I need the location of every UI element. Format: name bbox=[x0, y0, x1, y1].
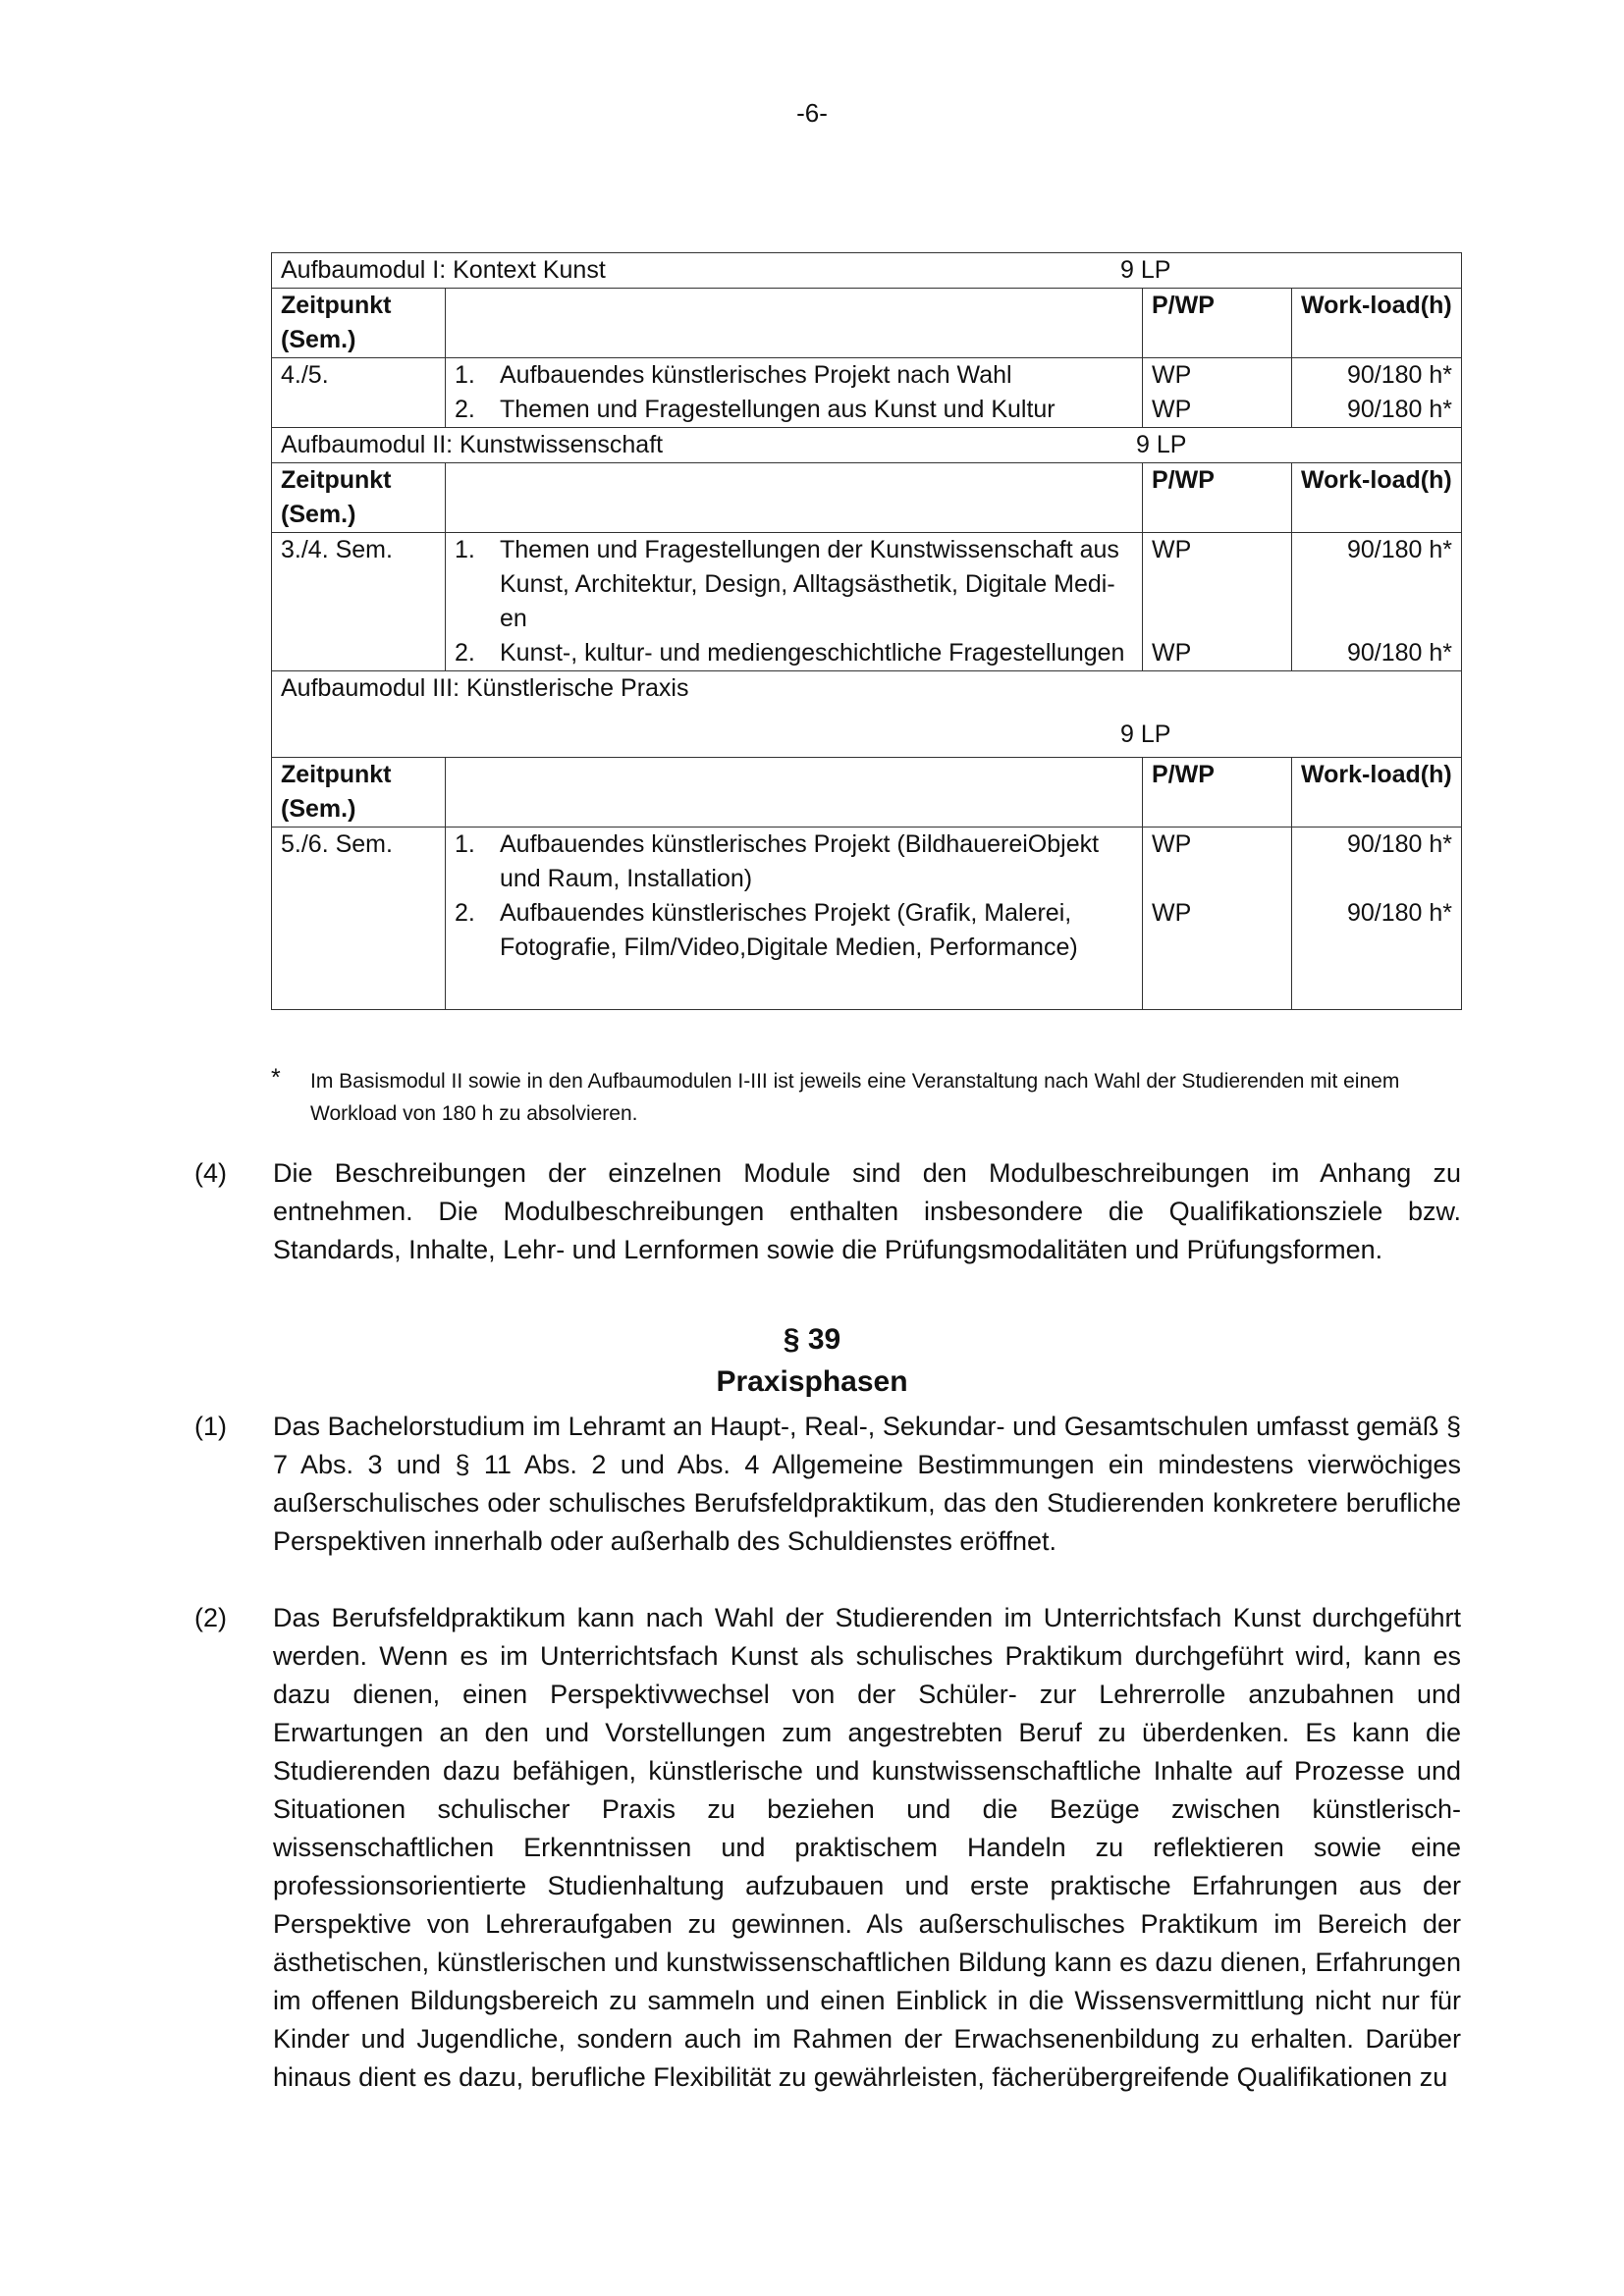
module-table bbox=[271, 252, 1462, 1010]
item-workload: 90/180 h* bbox=[1346, 396, 1453, 423]
footnote bbox=[271, 1065, 1461, 1130]
module-content-row bbox=[272, 358, 1462, 428]
section-title: Praxisphasen bbox=[716, 1365, 908, 1398]
item-workload: 90/180 h* bbox=[1346, 830, 1453, 858]
paragraph-1 bbox=[194, 1408, 1461, 1561]
header-zeitpunkt: Zeitpunkt (Sem.) bbox=[272, 758, 446, 828]
paragraph-number: (1) bbox=[194, 1412, 227, 1441]
header-workload: Work-load(h) bbox=[1292, 463, 1462, 533]
module-title-row bbox=[272, 428, 1462, 463]
module-header-row bbox=[272, 463, 1462, 533]
item-pwp: WP bbox=[1152, 639, 1192, 667]
header-pwp: P/WP bbox=[1143, 463, 1292, 533]
module-title: Aufbaumodul II: Kunstwissenschaft bbox=[281, 431, 664, 458]
footnote-marker: * bbox=[271, 1064, 281, 1092]
item-number: 1. bbox=[455, 536, 475, 563]
header-pwp: P/WP bbox=[1143, 289, 1292, 358]
item-pwp: WP bbox=[1152, 361, 1192, 389]
item-workload: 90/180 h* bbox=[1346, 536, 1453, 563]
course-item bbox=[455, 896, 1133, 965]
item-workload: 90/180 h* bbox=[1346, 899, 1453, 927]
item-text: Themen und Fragestellungen aus Kunst und Kultur bbox=[500, 396, 1056, 423]
module-credits: 9 LP bbox=[1120, 256, 1171, 284]
paragraph-number: (2) bbox=[194, 1603, 227, 1632]
item-text: Aufbauendes künstlerisches Projekt (BildhauereiObjekt und Raum, Installation) bbox=[500, 830, 1100, 892]
course-item bbox=[455, 636, 1133, 670]
course-item bbox=[455, 393, 1133, 427]
course-item bbox=[455, 533, 1133, 636]
header-workload: Work-load(h) bbox=[1292, 289, 1462, 358]
item-number: 2. bbox=[455, 899, 475, 927]
item-number: 2. bbox=[455, 396, 475, 423]
paragraph-2 bbox=[194, 1599, 1461, 2097]
item-pwp: WP bbox=[1152, 536, 1192, 563]
module-credits: 9 LP bbox=[1136, 431, 1187, 458]
course-item bbox=[455, 358, 1133, 393]
item-workload: 90/180 h* bbox=[1346, 639, 1453, 667]
section-heading bbox=[0, 1318, 1624, 1403]
item-pwp: WP bbox=[1152, 396, 1192, 423]
module-title: Aufbaumodul III: Künstlerische Praxis bbox=[281, 674, 689, 702]
module-content-row bbox=[272, 533, 1462, 671]
header-pwp: P/WP bbox=[1143, 758, 1292, 828]
footnote-text: Im Basismodul II sowie in den Aufbaumodulen I-III ist jeweils eine Veranstaltung nach Wahl der Studierenden mit einem Workload von 180 h zu absolvieren. bbox=[310, 1070, 1400, 1125]
item-text: Aufbauendes künstlerisches Projekt nach Wahl bbox=[500, 361, 1012, 389]
paragraph-text: Die Beschreibungen der einzelnen Module sind den Modulbeschreibungen im Anhang zu entnehmen. Die Modulbeschreibungen enthalten insbesondere die Qualifikationsziele bzw. Standards, Inhalte, Lehr- und Lernformen sowie die Prüfungsmodalitäten und Prüfungsformen. bbox=[273, 1158, 1461, 1264]
module-content-row bbox=[272, 828, 1462, 1010]
semester-cell: 3./4. Sem. bbox=[272, 533, 446, 671]
item-number: 1. bbox=[455, 361, 475, 389]
item-text: Themen und Fragestellungen der Kunstwissenschaft aus Kunst, Architektur, Design, Alltagsästhetik, Digitale Medi-en bbox=[500, 536, 1119, 632]
page-number: -6- bbox=[796, 98, 828, 128]
module-header-row bbox=[272, 289, 1462, 358]
module-header-row bbox=[272, 758, 1462, 828]
item-pwp: WP bbox=[1152, 830, 1192, 858]
module-title: Aufbaumodul I: Kontext Kunst bbox=[281, 256, 606, 284]
module-credits: 9 LP bbox=[1120, 721, 1171, 748]
semester-cell: 4./5. bbox=[272, 358, 446, 428]
header-zeitpunkt: Zeitpunkt (Sem.) bbox=[272, 289, 446, 358]
item-number: 1. bbox=[455, 830, 475, 858]
item-text: Aufbauendes künstlerisches Projekt (Grafik, Malerei, Fotografie, Film/Video,Digitale Medien, Performance) bbox=[500, 899, 1078, 961]
item-text: Kunst-, kultur- und mediengeschichtliche Fragestellungen bbox=[500, 639, 1125, 667]
item-pwp: WP bbox=[1152, 899, 1192, 927]
paragraph-text: Das Bachelorstudium im Lehramt an Haupt-, Real-, Sekundar- und Gesamtschulen umfasst gemäß § 7 Abs. 3 und § 11 Abs. 2 und Abs. 4 Allgemeine Bestimmungen ein mindestens vierwöchiges außerschulisches oder schulisches Berufsfeldpraktikum, das den Studierenden konkretere berufliche Perspektiven innerhalb oder außerhalb des Schuldienstes eröffnet. bbox=[273, 1412, 1461, 1556]
header-workload: Work-load(h) bbox=[1292, 758, 1462, 828]
section-number: § 39 bbox=[783, 1323, 841, 1356]
course-item bbox=[455, 828, 1133, 896]
module-title-row bbox=[272, 671, 1462, 758]
module-title-row bbox=[272, 253, 1462, 289]
semester-cell: 5./6. Sem. bbox=[272, 828, 446, 1010]
header-zeitpunkt: Zeitpunkt (Sem.) bbox=[272, 463, 446, 533]
paragraph-text: Das Berufsfeldpraktikum kann nach Wahl der Studierenden im Unterrichtsfach Kunst durchgeführt werden. Wenn es im Unterrichtsfach Kunst als schulisches Praktikum durchgeführt wird, kann es dazu dienen, einen Perspektivwechsel von der Schüler- zur Lehrerrolle anzubahnen und Erwartungen an den und Vorstellungen zum angestrebten Beruf zu überdenken. Es kann die Studierenden dazu befähigen, künstlerische und kunstwissenschaftliche Inhalte auf Prozesse und Situationen schulischer Praxis zu beziehen und die Bezüge zwischen künstlerisch- wissenschaftlichen Erkenntnissen und praktischem Handeln zu reflektieren sowie eine professionsorientierte Studienhaltung aufzubauen und erste praktische Erfahrungen aus der Perspektive von Lehreraufgaben zu gewinnen. Als außerschulisches Praktikum im Bereich der ästhetischen, künstlerischen und kunstwissenschaftlichen Bildung kann es dazu dienen, Erfahrungen im offenen Bildungsbereich zu sammeln und einen Einblick in die Wissensvermittlung nicht nur für Kinder und Jugendliche, sondern auch im Rahmen der Erwachsenenbildung zu erhalten. Darüber hinaus dient es dazu, berufliche Flexibilität zu gewährleisten, fächerübergreifende Qualifikationen zu bbox=[273, 1603, 1461, 2092]
item-number: 2. bbox=[455, 639, 475, 667]
paragraph-number: (4) bbox=[194, 1158, 227, 1188]
item-workload: 90/180 h* bbox=[1346, 361, 1453, 389]
paragraph-4 bbox=[194, 1154, 1461, 1269]
